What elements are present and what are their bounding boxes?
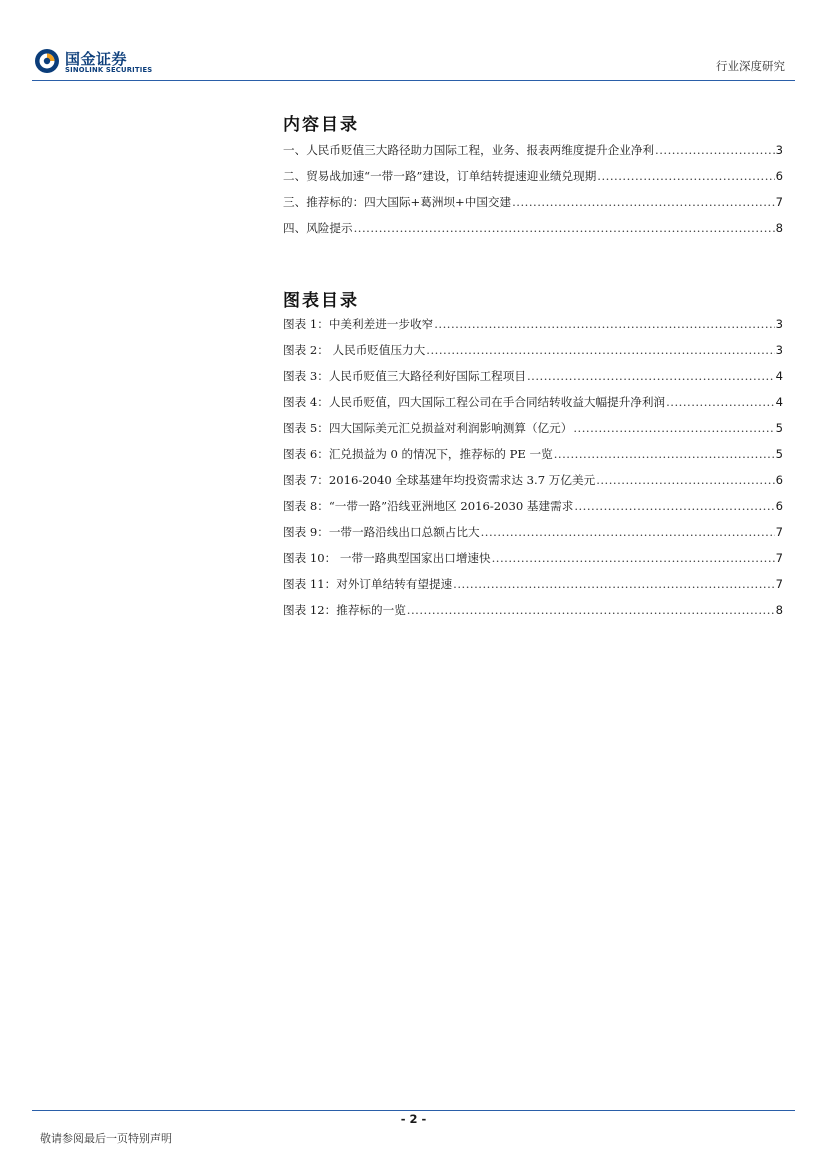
toc-page-number: 3 <box>775 317 783 331</box>
toc-page-number: 4 <box>775 369 783 383</box>
toc-page-number: 6 <box>775 499 783 513</box>
toc-page-number: 3 <box>775 143 783 157</box>
toc-page-number: 7 <box>775 551 783 565</box>
figures-list <box>283 316 783 628</box>
toc-leader-dots <box>453 577 774 591</box>
figure-entry[interactable] <box>283 472 783 498</box>
toc-entry-title: 图表 6：汇兑损益为 0 的情况下，推荐标的 PE 一览 <box>283 447 553 461</box>
toc-entry-title: 图表 3：人民币贬值三大路径利好国际工程项目 <box>283 369 526 383</box>
toc-entry-title: 三、推荐标的：四大国际+葛洲坝+中国交建 <box>283 195 512 209</box>
figure-entry[interactable] <box>283 576 783 602</box>
toc-leader-dots <box>407 603 775 617</box>
toc-entry-title: 二、贸易战加速“一带一路”建设，订单结转提速迎业绩兑现期 <box>283 169 597 183</box>
toc-page-number: 5 <box>775 447 783 461</box>
figure-entry[interactable] <box>283 316 783 342</box>
toc-page-number: 5 <box>775 421 783 435</box>
toc-leader-dots <box>481 525 775 539</box>
toc-leader-dots <box>354 221 775 235</box>
toc-page-number: 6 <box>775 473 783 487</box>
toc-page-number: 7 <box>775 195 783 209</box>
toc-page-number: 4 <box>775 395 783 409</box>
contents-entry[interactable] <box>283 168 783 194</box>
contents-entry[interactable] <box>283 194 783 220</box>
toc-entry-title: 图表 4：人民币贬值，四大国际工程公司在手合同结转收益大幅提升净利润 <box>283 395 666 409</box>
logo-english-name: SINOLINK SECURITIES <box>65 66 153 74</box>
figure-entry[interactable] <box>283 550 783 576</box>
page-number: - 2 - <box>400 1112 427 1126</box>
toc-leader-dots <box>596 473 774 487</box>
toc-leader-dots <box>426 343 774 357</box>
toc-entry-title: 图表 8：“一带一路”沿线亚洲地区 2016-2030 基建需求 <box>283 499 574 513</box>
toc-page-number: 3 <box>775 343 783 357</box>
toc-page-number: 7 <box>775 525 783 539</box>
toc-leader-dots <box>574 499 774 513</box>
toc-page-number: 7 <box>775 577 783 591</box>
header-divider <box>32 80 795 81</box>
figures-title: 图表目录 <box>283 291 359 311</box>
report-type-label: 行业深度研究 <box>716 59 785 73</box>
toc-leader-dots <box>434 317 774 331</box>
toc-entry-title: 图表 1：中美利差进一步收窄 <box>283 317 434 331</box>
toc-entry-title: 图表 12：推荐标的一览 <box>283 603 406 617</box>
toc-leader-dots <box>527 369 775 383</box>
toc-entry-title: 图表 7：2016-2040 全球基建年均投资需求达 3.7 万亿美元 <box>283 473 596 487</box>
figure-entry[interactable] <box>283 524 783 550</box>
disclaimer-note: 敬请参阅最后一页特别声明 <box>40 1132 172 1145</box>
contents-title: 内容目录 <box>283 115 359 135</box>
contents-list <box>283 142 783 246</box>
figure-entry[interactable] <box>283 394 783 420</box>
figure-entry[interactable] <box>283 498 783 524</box>
toc-page-number: 6 <box>775 169 783 183</box>
toc-entry-title: 图表 2： 人民币贬值压力大 <box>283 343 426 357</box>
toc-page-number: 8 <box>775 603 783 617</box>
toc-page-number: 8 <box>775 221 783 235</box>
figure-entry[interactable] <box>283 446 783 472</box>
toc-leader-dots <box>512 195 774 209</box>
toc-leader-dots <box>554 447 775 461</box>
toc-entry-title: 四、风险提示 <box>283 221 353 235</box>
page-header <box>0 0 827 82</box>
footer-divider <box>32 1110 795 1111</box>
toc-leader-dots <box>492 551 775 565</box>
toc-leader-dots <box>597 169 774 183</box>
figure-entry[interactable] <box>283 420 783 446</box>
figure-entry[interactable] <box>283 602 783 628</box>
toc-entry-title: 图表 11：对外订单结转有望提速 <box>283 577 453 591</box>
toc-leader-dots <box>573 421 774 435</box>
toc-leader-dots <box>655 143 775 157</box>
toc-leader-dots <box>666 395 775 409</box>
company-logo <box>34 48 154 78</box>
toc-entry-title: 一、人民币贬值三大路径助力国际工程，业务、报表两维度提升企业净利 <box>283 143 655 157</box>
toc-entry-title: 图表 9：一带一路沿线出口总额占比大 <box>283 525 480 539</box>
toc-entry-title: 图表 10： 一带一路典型国家出口增速快 <box>283 551 491 565</box>
figure-entry[interactable] <box>283 368 783 394</box>
contents-entry[interactable] <box>283 220 783 246</box>
sinolink-logo-icon <box>34 48 60 74</box>
contents-entry[interactable] <box>283 142 783 168</box>
figure-entry[interactable] <box>283 342 783 368</box>
toc-entry-title: 图表 5：四大国际美元汇兑损益对利润影响测算（亿元） <box>283 421 573 435</box>
logo-chinese-name: 国金证券 <box>65 50 128 68</box>
